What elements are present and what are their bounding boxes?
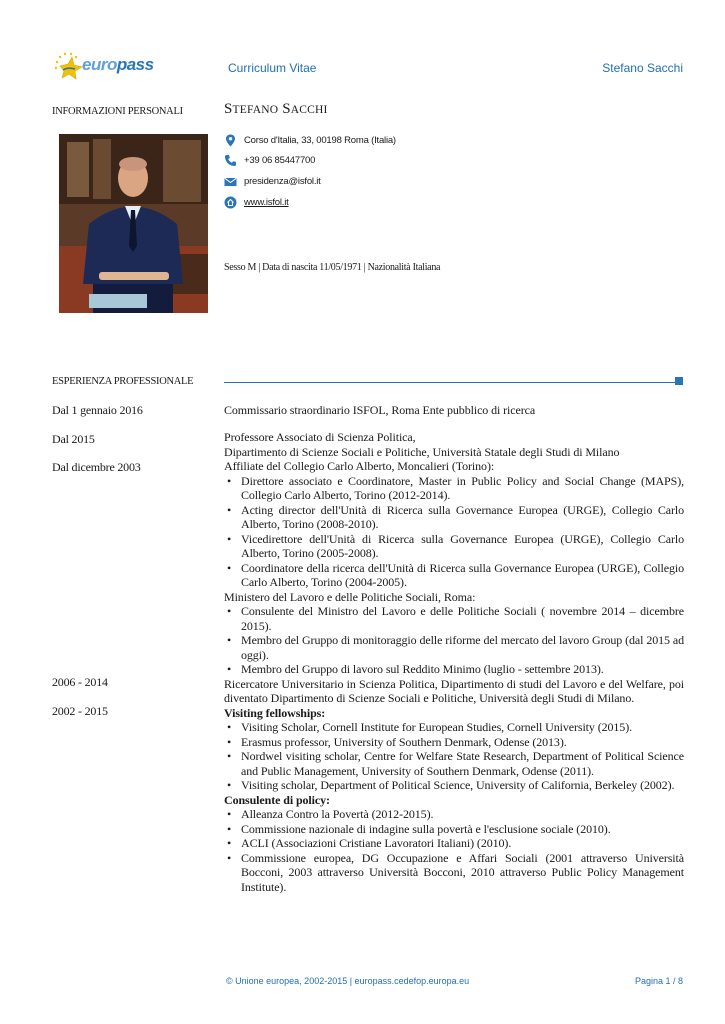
profile-photo	[59, 134, 208, 313]
document-type-label: Curriculum Vitae	[228, 61, 317, 75]
bullet-list	[224, 720, 684, 793]
footer-page-number: Pagina 1 / 8	[634, 976, 683, 986]
footer-copyright: © Unione europea, 2002-2015 | europass.cedefop.europa.eu	[226, 976, 470, 986]
subsection-heading: Consulente di policy:	[224, 792, 330, 807]
bullet-list	[224, 474, 684, 590]
star-logo-icon	[52, 50, 86, 84]
website-icon	[224, 196, 237, 209]
europass-logo	[52, 50, 152, 84]
list-item: • Alleanza Contro la Povertà (2012-2015).	[241, 807, 684, 822]
email-text[interactable]: presidenza@isfol.it	[244, 176, 321, 187]
experience-date: Dal 1 gennaio 2016	[52, 403, 143, 417]
section-divider	[224, 382, 676, 383]
entry-text: Commissario straordinario ISFOL, Roma Ente pubblico di ricerca	[224, 403, 536, 417]
bullet-list	[224, 604, 684, 677]
list-item: • Nordwel visiting scholar, Centre for Welfare State Research, Department of Political Science and Public Management, University of Southern Denmark, Odense (2011).	[241, 749, 684, 778]
list-item: • Acting director dell'Unità di Ricerca sulla Governance Europea (URGE), Collegio Carlo Alberto, Torino (2008-2010).	[241, 503, 684, 532]
email-icon	[224, 175, 237, 188]
address-line	[224, 134, 396, 147]
subsection-heading: Visiting fellowships:	[224, 705, 326, 720]
experience-date: 2006 - 2014	[52, 675, 108, 689]
list-item: • Vicedirettore dell'Unità di Ricerca sulla Governance Europea (URGE), Collegio Carlo Alberto, Torino (2005-2008).	[241, 532, 684, 561]
experience-entries	[224, 430, 684, 894]
entry-text: Dipartimento di Scienze Sociali e Politiche, Università Statale degli Studi di Milano	[224, 444, 620, 459]
list-item: • Visiting Scholar, Cornell Institute for European Studies, Cornell University (2015).	[241, 720, 684, 735]
section-title-personal: INFORMAZIONI PERSONALI	[52, 106, 183, 117]
experience-date: 2002 - 2015	[52, 704, 108, 718]
website-line[interactable]	[224, 196, 289, 209]
list-item: • Consulente del Ministro del Lavoro e delle Politiche Sociali ( novembre 2014 – dicembre 2015).	[241, 604, 684, 633]
address-text: Corso d'Italia, 33, 00198 Roma (Italia)	[244, 135, 396, 146]
list-item: • Membro del Gruppo di monitoraggio delle riforme del mercato del lavoro Group (dal 2015 ad oggi).	[241, 633, 684, 662]
list-item: • Coordinatore della ricerca dell'Unità di Ricerca sulla Governance Europea (URGE), Collegio Carlo Alberto, Torino (2004-2005).	[241, 561, 684, 590]
list-item: • Visiting scholar, Department of Political Science, University of California, Berkeley (2002).	[241, 778, 684, 793]
full-name: STEFANO SACCHI	[224, 101, 328, 117]
website-link[interactable]: www.isfol.it	[244, 197, 289, 208]
section-title-experience: ESPERIENZA PROFESSIONALE	[52, 376, 194, 387]
list-item: • Erasmus professor, University of Southern Denmark, Odense (2013).	[241, 735, 684, 750]
entry-text: Ministero del Lavoro e delle Politiche Sociali, Roma:	[224, 589, 476, 604]
list-item: • Commissione nazionale di indagine sulla povertà e l'esclusione sociale (2010).	[241, 822, 684, 837]
header-person-name: Stefano Sacchi	[602, 61, 683, 75]
bullet-list	[224, 807, 684, 894]
experience-date: Dal dicembre 2003	[52, 460, 141, 474]
list-item: • Membro del Gruppo di lavoro sul Reddito Minimo (luglio - settembre 2013).	[241, 662, 684, 677]
phone-line	[224, 154, 315, 167]
experience-date: Dal 2015	[52, 432, 95, 446]
personal-details: Sesso M | Data di nascita 11/05/1971 | Nazionalità Italiana	[224, 262, 441, 273]
email-line[interactable]	[224, 175, 321, 188]
section-divider-marker	[675, 377, 683, 385]
list-item: • Commissione europea, DG Occupazione e Affari Sociali (2001 attraverso Università Bocconi, 2003 attraverso Università Bocconi, 2010 attraverso Public Policy Management Institute).	[241, 851, 684, 895]
entry-text: Affiliate del Collegio Carlo Alberto, Moncalieri (Torino):	[224, 459, 495, 473]
phone-text: +39 06 85447700	[244, 155, 316, 166]
list-item: • ACLI (Associazioni Cristiane Lavoratori Italiani) (2010).	[241, 836, 684, 851]
entry-text: Ricercatore Universitario in Scienza Politica, Dipartimento di studi del Lavoro e del Welfare, poi diventato Dipartimento di Scienze Sociali e Politiche, Università degli Studi di Milano.	[224, 676, 684, 705]
phone-icon	[224, 154, 237, 167]
list-item: • Direttore associato e Coordinatore, Master in Public Policy and Social Change (MAPS), Collegio Carlo Alberto, Torino (2012-2014).	[241, 474, 684, 503]
experience-entry	[224, 403, 684, 418]
entry-text: Professore Associato di Scienza Politica,	[224, 430, 416, 444]
location-pin-icon	[224, 134, 237, 147]
logo-wordmark: europass	[82, 55, 154, 74]
